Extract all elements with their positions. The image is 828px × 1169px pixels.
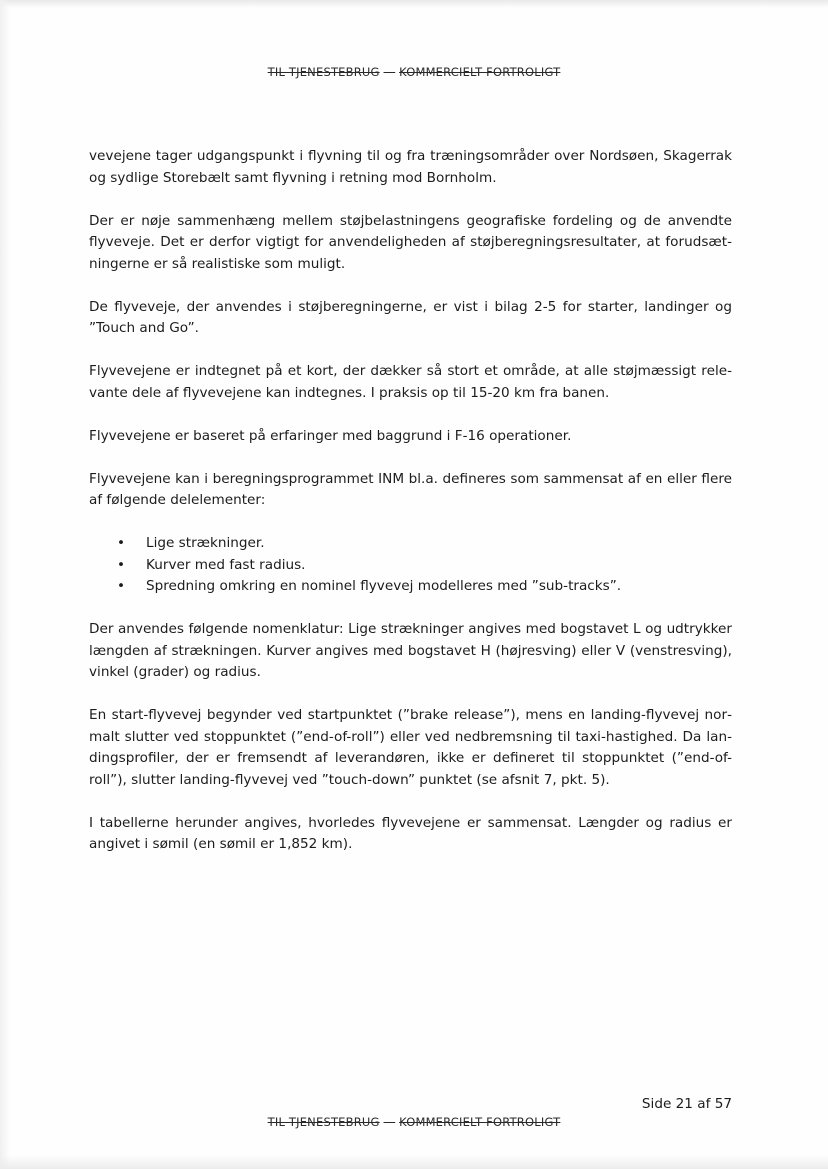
bullet-list <box>89 533 732 598</box>
header-classification <box>0 65 828 79</box>
list-item <box>89 576 732 598</box>
scan-shadow-left <box>0 0 10 1169</box>
paragraph: Der er nøje sammenhæng mellem støjbelastningens geografiske fordeling og de anvendte flyveveje. Det er derfor vigtigt for anvendeligheden af støjberegningsresultater, at forudsætningerne er så realistiske som muligt. <box>89 212 732 272</box>
list-item-text: Lige strækninger. <box>146 535 265 551</box>
footer-classification-confidential: KOMMERCIELT FORTROLIGT <box>399 1115 561 1129</box>
scan-shadow-bottom <box>0 1155 828 1169</box>
body-text <box>89 146 732 877</box>
page-number: Side 21 af 57 <box>641 1096 732 1112</box>
footer-classification-dash: — <box>383 1115 396 1129</box>
header-classification-struck: TIL TJENESTEBRUG <box>267 65 380 79</box>
header-classification-dash: — <box>383 65 396 79</box>
paragraph: I tabellerne herunder angives, hvorledes flyvevejene er sammensat. Længder og radius er angivet i sømil (en sømil er 1,852 km). <box>89 814 732 852</box>
list-item <box>89 555 732 577</box>
header-classification-confidential: KOMMERCIELT FORTROLIGT <box>399 65 561 79</box>
bullet-icon: • <box>117 578 126 594</box>
footer-classification <box>0 1115 828 1129</box>
bullet-icon: • <box>117 535 126 551</box>
list-item-text: Kurver med fast radius. <box>146 556 306 573</box>
footer-classification-struck: TIL TJENESTEBRUG <box>267 1115 380 1129</box>
list-item-text: Spredning omkring en nominel flyvevej modelleres med ”sub-tracks”. <box>146 578 622 594</box>
paragraph: vevejene tager udgangspunkt i flyvning til og fra træningsområder over Nordsøen, Skagerrak og sydlige Storebælt samt flyvning i retning mod Bornholm. <box>89 148 732 186</box>
paragraph: Der anvendes følgende nomenklatur: Lige strækninger angives med bogstavet L og udtrykker længden af strækningen. Kurver angives med bogstavet H (højresving) eller V (venstresving), vinkel (grader) og radius. <box>89 621 732 680</box>
paragraph: En start-flyvevej begynder ved startpunktet (”brake release”), mens en landing-flyvevej normalt slutter ved stoppunktet (”end-of-roll”) eller ved nedbremsning til taxi-hastighed. Da landingsprofiler, der er fremsendt af leverandøren, ikke er defineret til stoppunktet (”end-of-roll”), slutter landing-flyvevej ved ”touch-down” punktet (se afsnit 7, pkt. 5). <box>89 707 732 788</box>
scan-shadow-top <box>0 0 828 8</box>
list-item <box>89 533 732 555</box>
paragraph: De flyveveje, der anvendes i støjberegningerne, er vist i bilag 2-5 for starter, landinger og ”Touch and Go”. <box>89 298 732 336</box>
paragraph: Flyvevejene er baseret på erfaringer med baggrund i F-16 operationer. <box>89 427 572 444</box>
paragraph: Flyvevejene er indtegnet på et kort, der dækker så stort et område, at alle støjmæssigt relevante dele af flyvevejene kan indtegnes. I praksis op til 15-20 km fra banen. <box>89 363 732 401</box>
paragraph: Flyvevejene kan i beregningsprogrammet INM bl.a. defineres som sammensat af en eller flere af følgende delelementer: <box>89 470 732 508</box>
bullet-icon: • <box>117 556 126 573</box>
